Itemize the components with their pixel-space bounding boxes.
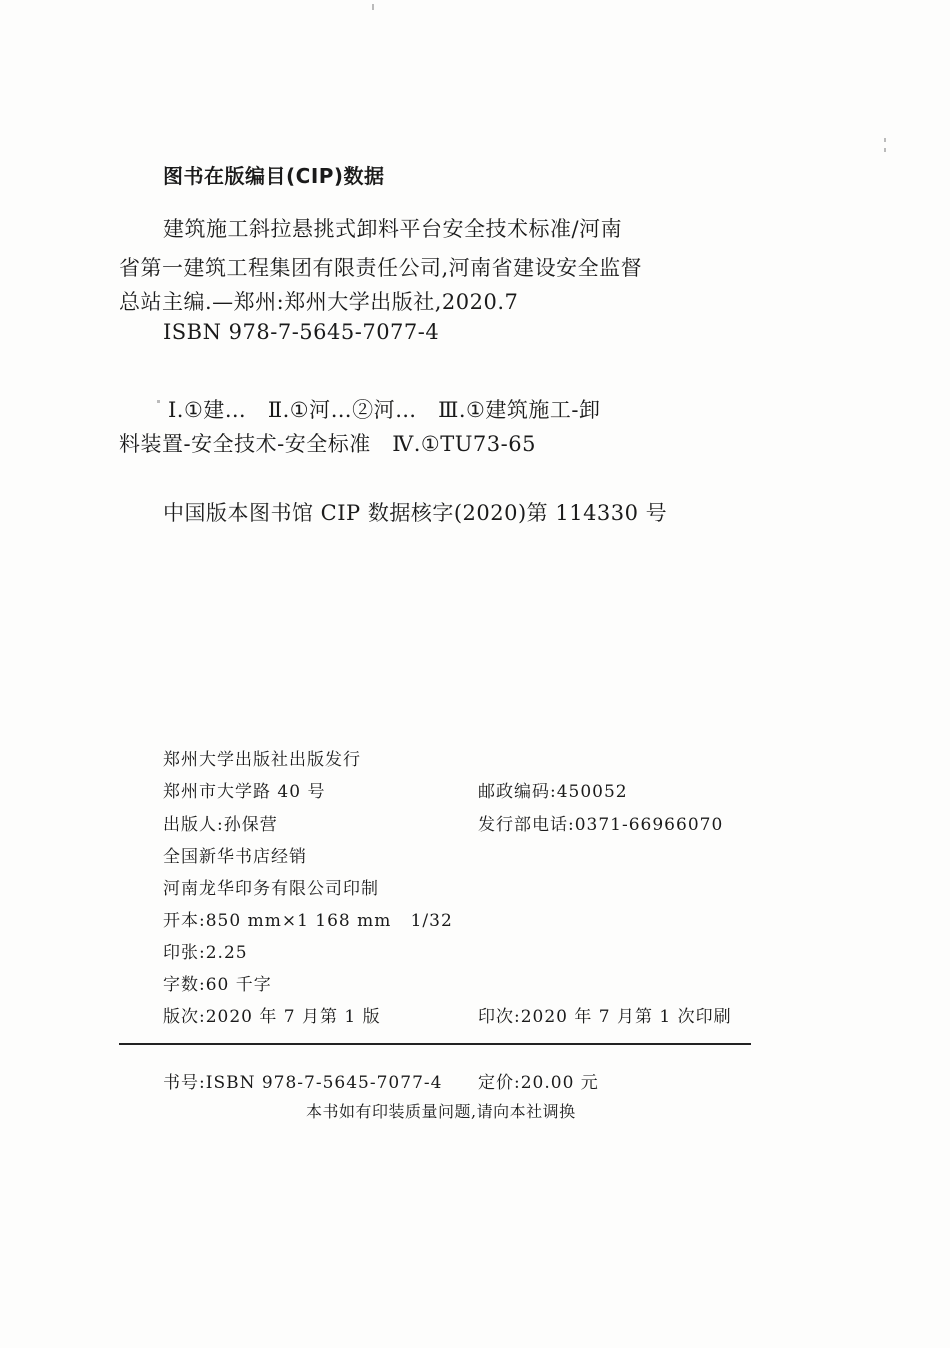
imprint-sheets: 印张:2.25 xyxy=(163,943,248,963)
imprint-publisher-person: 出版人:孙保营 xyxy=(163,815,278,835)
imprint-postcode: 邮政编码:450052 xyxy=(478,782,628,802)
footer-isbn: 书号:ISBN 978-7-5645-7077-4 xyxy=(163,1073,443,1093)
imprint-distributor: 全国新华书店经销 xyxy=(163,847,307,867)
divider-rule xyxy=(119,1043,751,1045)
footer-price: 定价:20.00 元 xyxy=(478,1073,599,1093)
scan-speck xyxy=(157,400,160,403)
imprint-address: 郑州市大学路 40 号 xyxy=(163,782,326,802)
cip-title-line-1: 建筑施工斜拉悬挑式卸料平台安全技术标准/河南 xyxy=(163,217,623,241)
imprint-publisher: 郑州大学出版社出版发行 xyxy=(163,750,361,770)
cip-title-line-2: 省第一建筑工程集团有限责任公司,河南省建设安全监督 xyxy=(119,256,643,280)
imprint-phone: 发行部电话:0371-66966070 xyxy=(478,815,724,835)
scan-speck xyxy=(884,148,886,152)
cip-classification-line-2: 料装置-安全技术-安全标准 Ⅳ.①TU73-65 xyxy=(119,432,536,456)
imprint-printing: 印次:2020 年 7 月第 1 次印刷 xyxy=(478,1007,732,1027)
imprint-word-count: 字数:60 千字 xyxy=(163,975,272,995)
cip-title-line-3: 总站主编.—郑州:郑州大学出版社,2020.7 xyxy=(119,290,519,314)
cip-heading: 图书在版编目(CIP)数据 xyxy=(163,164,385,188)
scan-speck xyxy=(884,138,886,142)
cip-record-number: 中国版本图书馆 CIP 数据核字(2020)第 114330 号 xyxy=(163,501,668,525)
imprint-edition: 版次:2020 年 7 月第 1 版 xyxy=(163,1007,381,1027)
cip-isbn-line: ISBN 978-7-5645-7077-4 xyxy=(163,320,440,344)
imprint-format: 开本:850 mm×1 168 mm 1/32 xyxy=(163,911,453,931)
footer-notice: 本书如有印装质量问题,请向本社调换 xyxy=(306,1102,576,1121)
cip-classification-line-1: Ⅰ.①建… Ⅱ.①河…②河… Ⅲ.①建筑施工-卸 xyxy=(168,398,601,422)
scan-speck xyxy=(372,4,374,10)
imprint-printer: 河南龙华印务有限公司印制 xyxy=(163,879,379,899)
